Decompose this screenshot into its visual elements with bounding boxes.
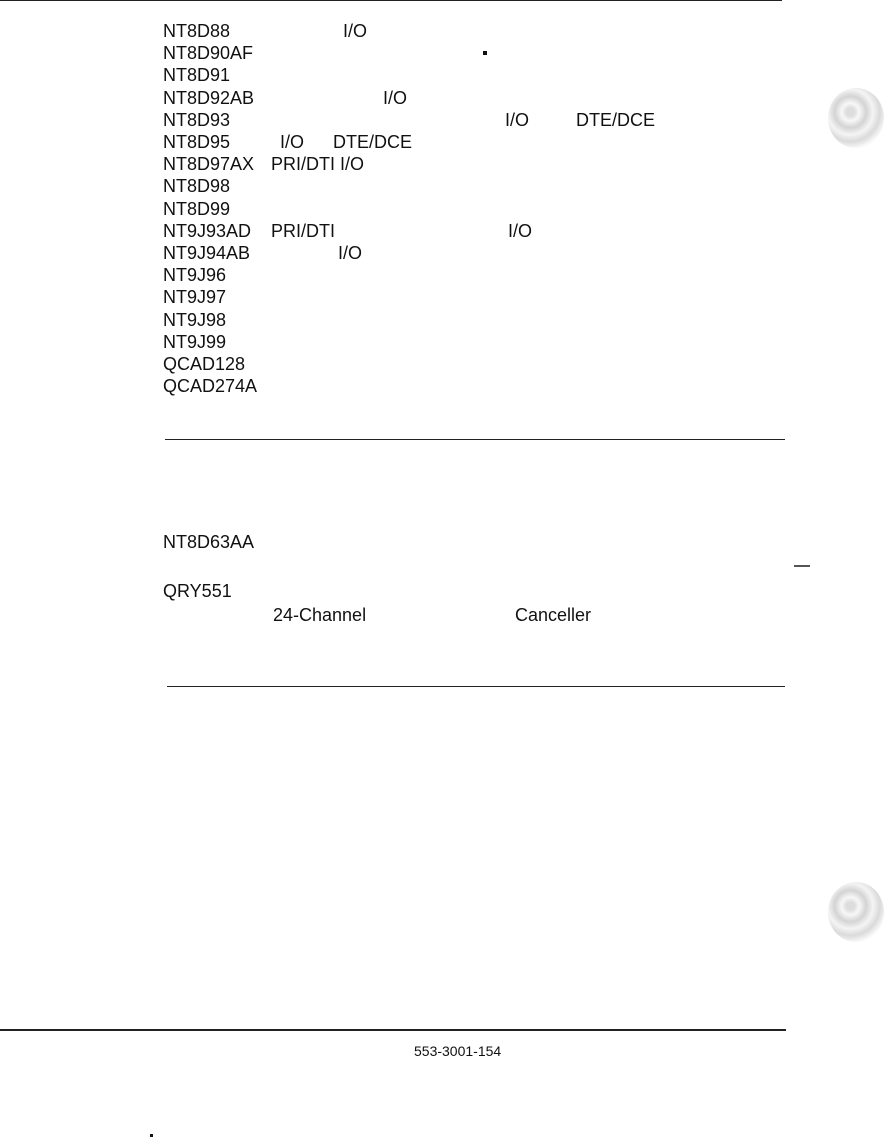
part-code: NT8D95 [163, 132, 231, 152]
parts-list-row [163, 175, 783, 197]
description-fragment: I/O [508, 220, 533, 241]
description-word: 24-Channel [273, 605, 367, 625]
parts-list-row [163, 353, 783, 375]
part-code: NT9J99 [163, 331, 227, 352]
margin-mark [794, 565, 810, 567]
document-number: 553-3001-154 [414, 1043, 502, 1059]
bullet-mark [483, 51, 487, 55]
part-code: NT8D92AB [163, 87, 255, 108]
description-word: Canceller [515, 605, 592, 625]
parts-list-row [163, 375, 783, 397]
parts-list-row [163, 286, 783, 308]
top-rule [0, 0, 782, 1]
part-code: QCAD274A [163, 376, 258, 397]
part-code: QCAD128 [163, 354, 246, 374]
part-code: NT8D99 [163, 198, 231, 219]
parts-list-row [163, 331, 783, 353]
part-code: NT8D98 [163, 176, 231, 197]
description-fragment: I/O [338, 243, 363, 263]
description-fragment: PRI/DTI I/O [271, 154, 365, 175]
page-stamp-mark [828, 882, 884, 942]
parts-list-row [163, 220, 783, 242]
description-fragment: PRI/DTI [271, 220, 336, 241]
part-code: NT8D91 [163, 65, 231, 86]
description-fragment: I/O [343, 21, 368, 41]
part-code: NT9J94AB [163, 243, 251, 263]
parts-list-row [163, 20, 783, 42]
section-divider [165, 439, 785, 440]
part-code: NT8D93 [163, 109, 231, 130]
parts-list-row [163, 198, 783, 220]
parts-list-row [163, 264, 783, 286]
description-fragment: DTE/DCE [333, 132, 413, 152]
part-code: NT8D63AA [163, 532, 255, 552]
parts-list-row [163, 131, 783, 153]
part-code: NT9J93AD [163, 220, 252, 241]
parts-list-row [163, 309, 783, 331]
section-divider [167, 686, 785, 687]
part-code: NT8D97AX [163, 154, 255, 175]
part-code: NT8D88 [163, 21, 231, 41]
parts-list-row [163, 153, 783, 175]
description-fragment: I/O [280, 132, 305, 152]
description-fragment: DTE/DCE [576, 109, 656, 130]
part-code: NT9J96 [163, 265, 227, 286]
part-code: NT8D90AF [163, 43, 254, 64]
parts-list-row [163, 87, 783, 109]
page-stamp-mark [828, 88, 884, 148]
parts-list [163, 20, 783, 400]
part-code: QRY551 [163, 581, 232, 601]
parts-list-row [163, 109, 783, 131]
description-fragment: I/O [383, 87, 408, 108]
parts-list-row [163, 242, 783, 264]
speck-mark [150, 1134, 153, 1137]
parts-list-row [163, 42, 783, 64]
part-code: NT9J98 [163, 309, 227, 330]
footer-rule [0, 1029, 786, 1031]
description-fragment: I/O [505, 109, 530, 130]
part-code: NT9J97 [163, 287, 227, 308]
parts-list-row [163, 64, 783, 86]
